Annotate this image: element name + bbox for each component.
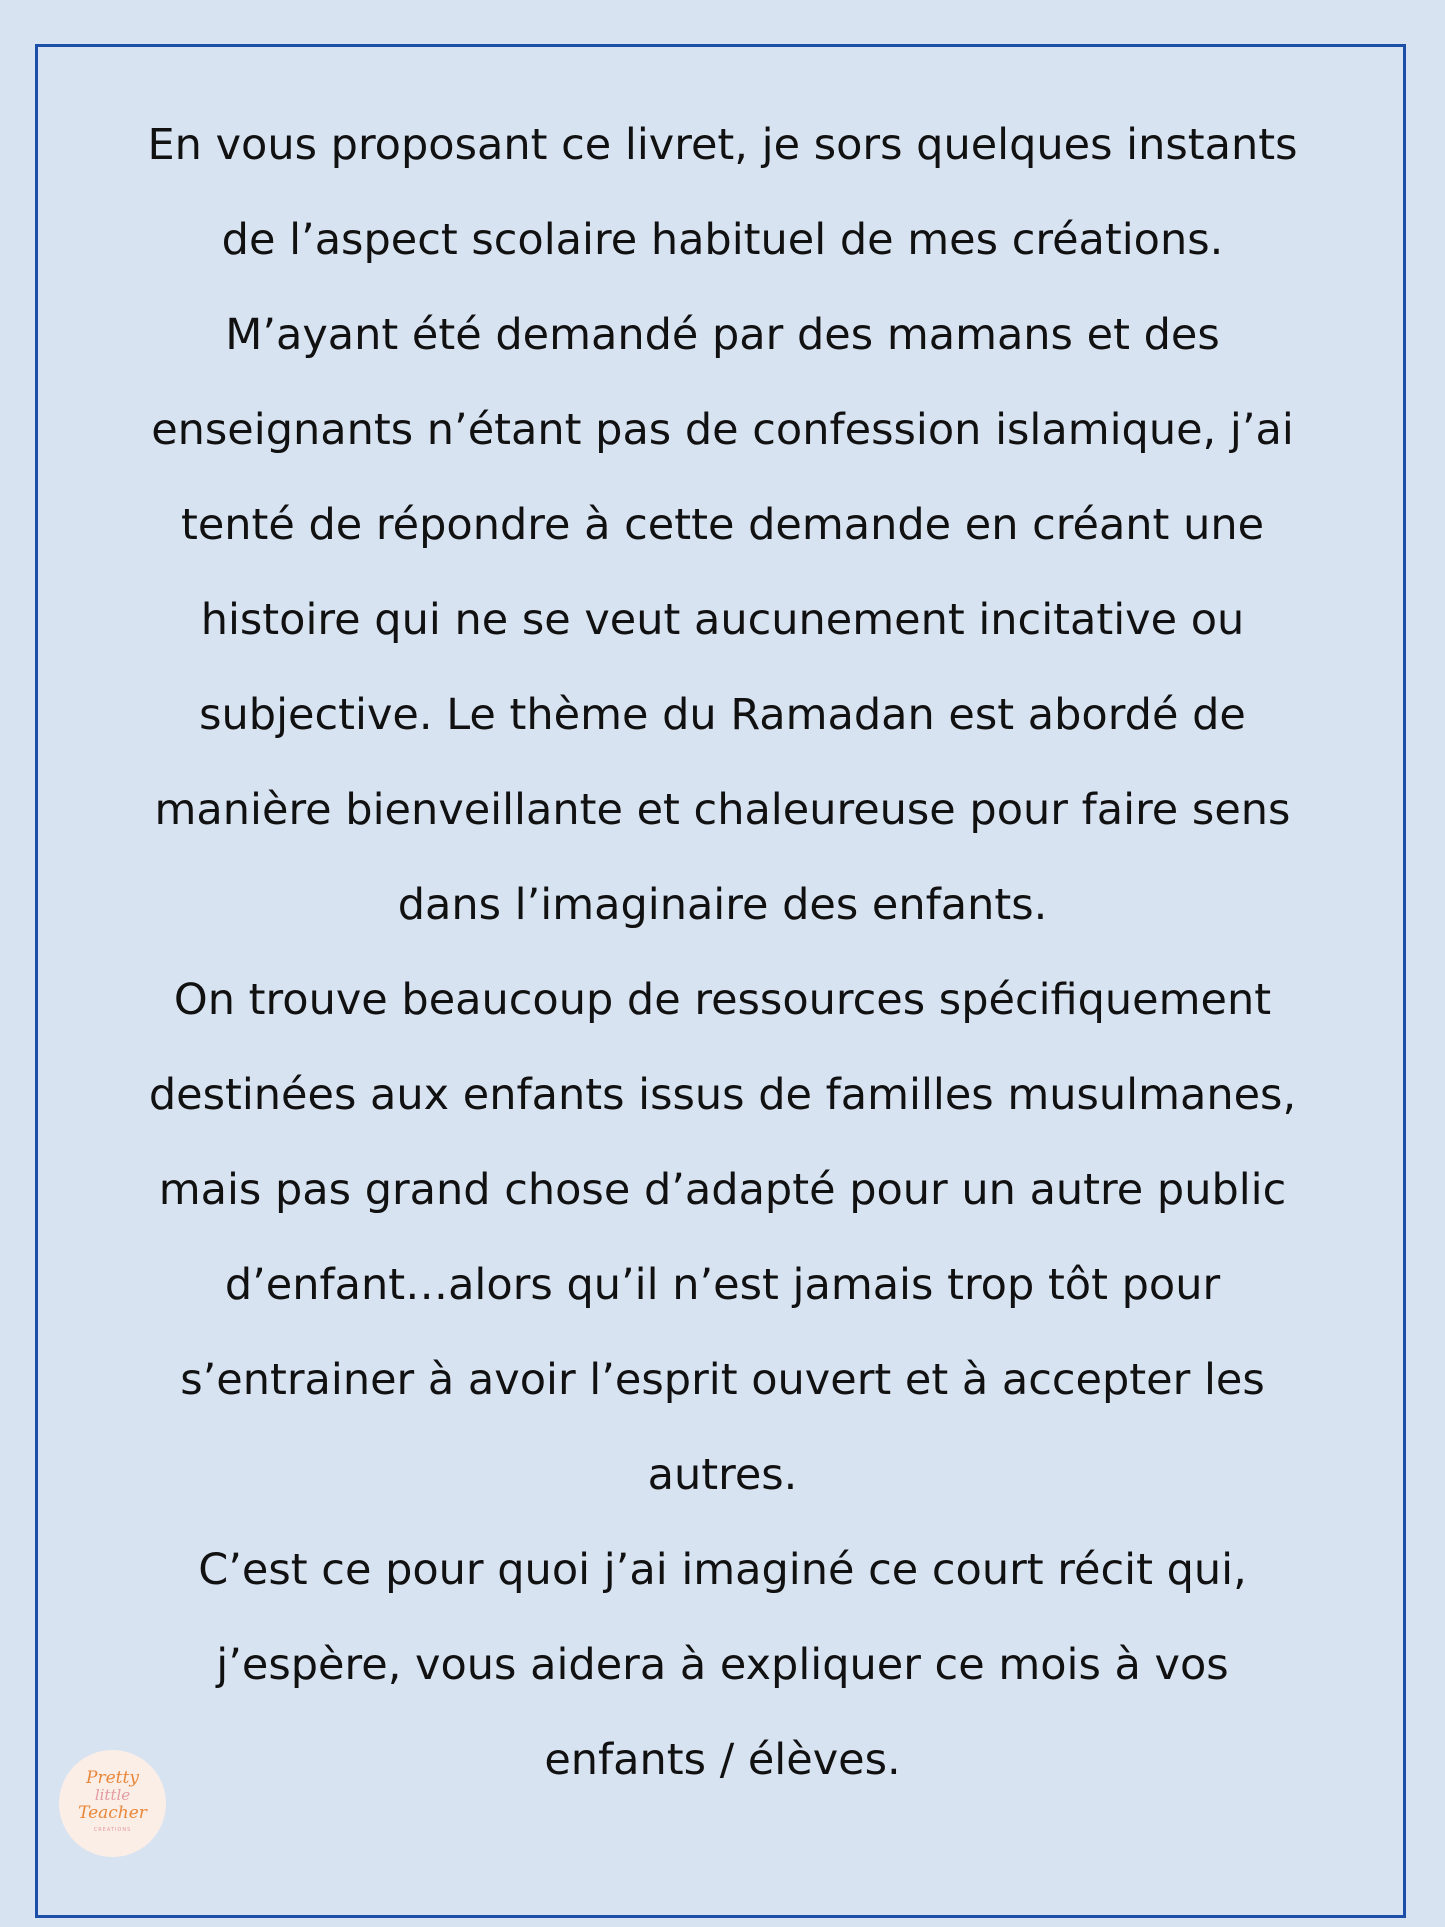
text-line: enseignants n’étant pas de confession islamique, j’ai (151, 405, 1294, 455)
logo-text-pretty: Pretty (86, 1768, 139, 1788)
text-line: subjective. Le thème du Ramadan est abordé de (199, 690, 1246, 740)
text-line: j’espère, vous aidera à expliquer ce mois à vos (216, 1640, 1229, 1690)
text-line: destinées aux enfants issus de familles musulmanes, (148, 1070, 1297, 1120)
text-line: C’est ce pour quoi j’ai imaginé ce court récit qui, (198, 1545, 1247, 1595)
logo-text-little: little (94, 1786, 131, 1804)
text-line: mais pas grand chose d’adapté pour un autre public (158, 1165, 1287, 1215)
text-line: autres. (647, 1450, 798, 1500)
text-line: enfants / élèves. (544, 1735, 901, 1785)
logo-text-teacher: Teacher (78, 1803, 147, 1823)
brand-logo (59, 1750, 166, 1857)
logo-mark (59, 1750, 166, 1857)
text-line: dans l’imaginaire des enfants. (397, 880, 1048, 930)
text-line: M’ayant été demandé par des mamans et des (225, 310, 1220, 360)
text-line: On trouve beaucoup de ressources spécifiquement (173, 975, 1272, 1025)
text-line: En vous proposant ce livret, je sors quelques instants (147, 120, 1298, 170)
text-line: s’entrainer à avoir l’esprit ouvert et à accepter les (180, 1355, 1265, 1405)
logo-text-creations: CREATIONS (93, 1827, 132, 1833)
text-line: d’enfant…alors qu’il n’est jamais trop tôt pour (224, 1260, 1221, 1310)
body-text (70, 98, 1375, 1808)
text-line: de l’aspect scolaire habituel de mes créations. (221, 215, 1224, 265)
text-line: manière bienveillante et chaleureuse pour faire sens (154, 785, 1291, 835)
text-line: tenté de répondre à cette demande en créant une (180, 500, 1265, 550)
text-line: histoire qui ne se veut aucunement incitative ou (200, 595, 1245, 645)
